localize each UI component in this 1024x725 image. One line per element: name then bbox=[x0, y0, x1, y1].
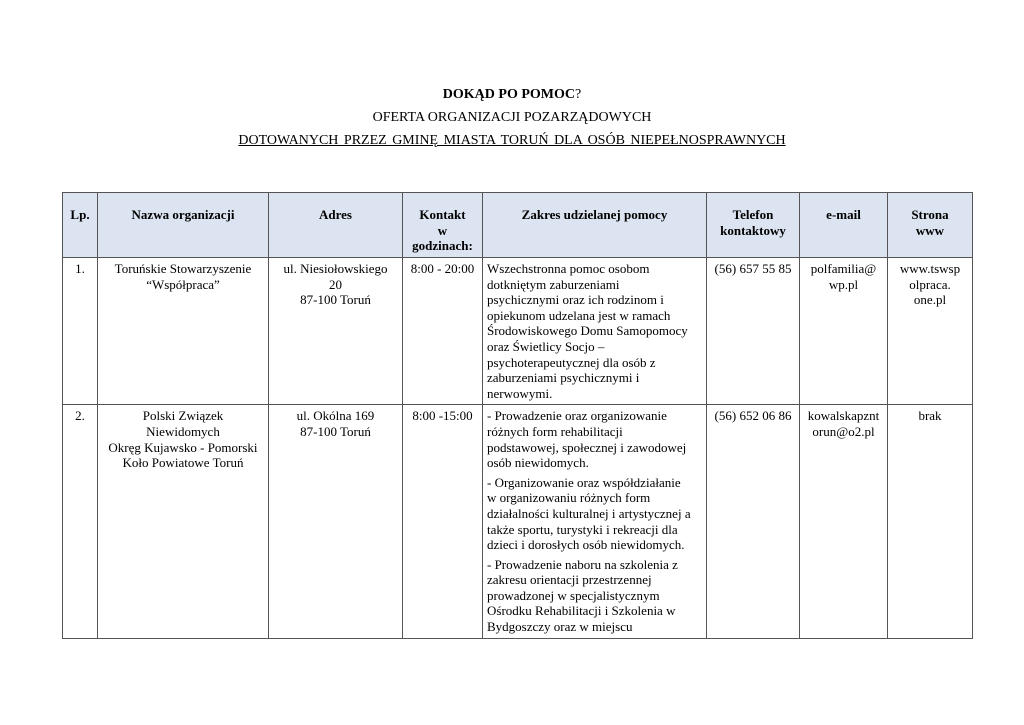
cell-line: - Prowadzenie naboru na szkolenia z bbox=[487, 556, 678, 572]
cell-hours: 8:00 -15:00 bbox=[403, 405, 483, 638]
cell-line: Środowiskowego Domu Samopomocy bbox=[487, 323, 688, 339]
cell-line: - Organizowanie oraz współdziałanie bbox=[487, 474, 681, 490]
table-header-row bbox=[63, 193, 973, 258]
cell-name bbox=[98, 258, 269, 405]
cell-scope bbox=[483, 405, 707, 638]
cell-line: Koło Powiatowe Toruń bbox=[122, 455, 244, 471]
scope-paragraph bbox=[487, 475, 702, 553]
cell-line: Wszechstronna pomoc osobom bbox=[487, 261, 650, 276]
cell-line: różnych form rehabilitacji bbox=[487, 423, 623, 439]
cell-line: opiekunom udzelana jest w ramach bbox=[487, 307, 671, 323]
cell-line: orun@o2.pl bbox=[812, 423, 875, 439]
subtitle: OFERTA ORGANIZACJI POZARZĄDOWYCH bbox=[372, 110, 652, 125]
cell-line: także sportu, turystyki i rekreacji dla bbox=[487, 521, 678, 537]
cell-line: kowalskapznt bbox=[807, 408, 880, 424]
cell-line: 87-100 Toruń bbox=[300, 423, 371, 439]
main-title bbox=[0, 86, 1024, 104]
cell-www bbox=[888, 258, 973, 405]
cell-line: w organizowaniu różnych form bbox=[487, 490, 651, 506]
cell-line: zaburzeniami psychicznymi i bbox=[487, 370, 640, 386]
cell-address bbox=[269, 258, 403, 405]
cell-line: ul. Niesiołowskiego bbox=[283, 261, 388, 276]
table-row bbox=[63, 405, 973, 638]
table-row bbox=[63, 258, 973, 405]
cell-email bbox=[800, 258, 888, 405]
header-phone-line: kontaktowy bbox=[720, 222, 786, 238]
cell-phone: (56) 652 06 86 bbox=[707, 405, 800, 638]
header-www-line: www bbox=[915, 222, 945, 238]
cell-line: prowadzonej w specjalistycznym bbox=[487, 587, 660, 603]
cell-line: działalności kulturalnej i artystycznej a bbox=[487, 505, 691, 521]
header-www-line: Strona bbox=[911, 207, 949, 222]
cell-phone: (56) 657 55 85 bbox=[707, 258, 800, 405]
cell-line: Bydgoszczy oraz w miejscu bbox=[487, 619, 633, 635]
header-phone-line: Telefon bbox=[732, 207, 774, 222]
main-title-suffix: ? bbox=[575, 87, 582, 102]
cell-www: brak bbox=[888, 405, 973, 638]
cell-line: Toruńskie Stowarzyszenie bbox=[114, 261, 252, 276]
cell-line: ul. Okólna 169 bbox=[296, 408, 375, 424]
cell-line: 20 bbox=[329, 276, 342, 292]
cell-address bbox=[269, 405, 403, 638]
scope-paragraph bbox=[487, 408, 702, 470]
cell-line: wp.pl bbox=[828, 276, 859, 292]
subtitle-underlined: DOTOWANYCH PRZEZ GMINĘ MIASTA TORUŃ DLA OSÓB NIEPEŁNOSPRAWNYCH bbox=[238, 133, 786, 148]
header-contact-line: Kontakt bbox=[419, 207, 466, 222]
main-title-text: DOKĄD PO POMOC bbox=[442, 87, 575, 102]
cell-line: www.tswsp bbox=[899, 261, 961, 276]
cell-line: psychicznymi oraz ich rodzinom i bbox=[487, 292, 664, 308]
header-www bbox=[888, 193, 973, 258]
cell-line: psychoterapeutycznej dla osób z bbox=[487, 354, 656, 370]
header-contact-line: godzinach: bbox=[412, 238, 473, 254]
document-heading bbox=[0, 86, 1024, 150]
cell-line: polfamilia@ bbox=[810, 261, 877, 276]
header-email: e-mail bbox=[800, 193, 888, 258]
cell-line: oraz Świetlicy Socjo – bbox=[487, 338, 605, 354]
cell-hours: 8:00 - 20:00 bbox=[403, 258, 483, 405]
cell-lp: 2. bbox=[63, 405, 98, 638]
cell-line: one.pl bbox=[913, 292, 947, 308]
cell-line: Ośrodku Rehabilitacji i Szkolenia w bbox=[487, 603, 676, 619]
scope-paragraph bbox=[487, 557, 702, 635]
cell-line: dzieci i dorosłych osób niewidomych. bbox=[487, 537, 685, 553]
cell-line: dotkniętym zaburzeniami bbox=[487, 276, 620, 292]
cell-line: “Współpraca” bbox=[146, 276, 220, 292]
cell-line: 87-100 Toruń bbox=[300, 292, 371, 308]
header-contact-hours bbox=[403, 193, 483, 258]
cell-line: podstawowej, społecznej i zawodowej bbox=[487, 439, 687, 455]
header-scope: Zakres udzielanej pomocy bbox=[483, 193, 707, 258]
header-lp: Lp. bbox=[63, 193, 98, 258]
cell-line: olpraca. bbox=[909, 276, 951, 292]
cell-scope bbox=[483, 258, 707, 405]
cell-line: Niewidomych bbox=[146, 423, 220, 439]
cell-line: osób niewidomych. bbox=[487, 455, 589, 471]
cell-email bbox=[800, 405, 888, 638]
header-address: Adres bbox=[269, 193, 403, 258]
header-phone bbox=[707, 193, 800, 258]
cell-line: nerwowymi. bbox=[487, 385, 553, 401]
organizations-table bbox=[62, 192, 973, 639]
cell-line: zakresu orientacji przestrzennej bbox=[487, 572, 652, 588]
cell-line: Polski Związek bbox=[142, 408, 224, 424]
header-contact-line: w bbox=[437, 222, 448, 238]
cell-line: - Prowadzenie oraz organizowanie bbox=[487, 408, 667, 424]
cell-line: Okręg Kujawsko - Pomorski bbox=[108, 439, 258, 455]
cell-lp: 1. bbox=[63, 258, 98, 405]
header-name: Nazwa organizacji bbox=[98, 193, 269, 258]
cell-name bbox=[98, 405, 269, 638]
